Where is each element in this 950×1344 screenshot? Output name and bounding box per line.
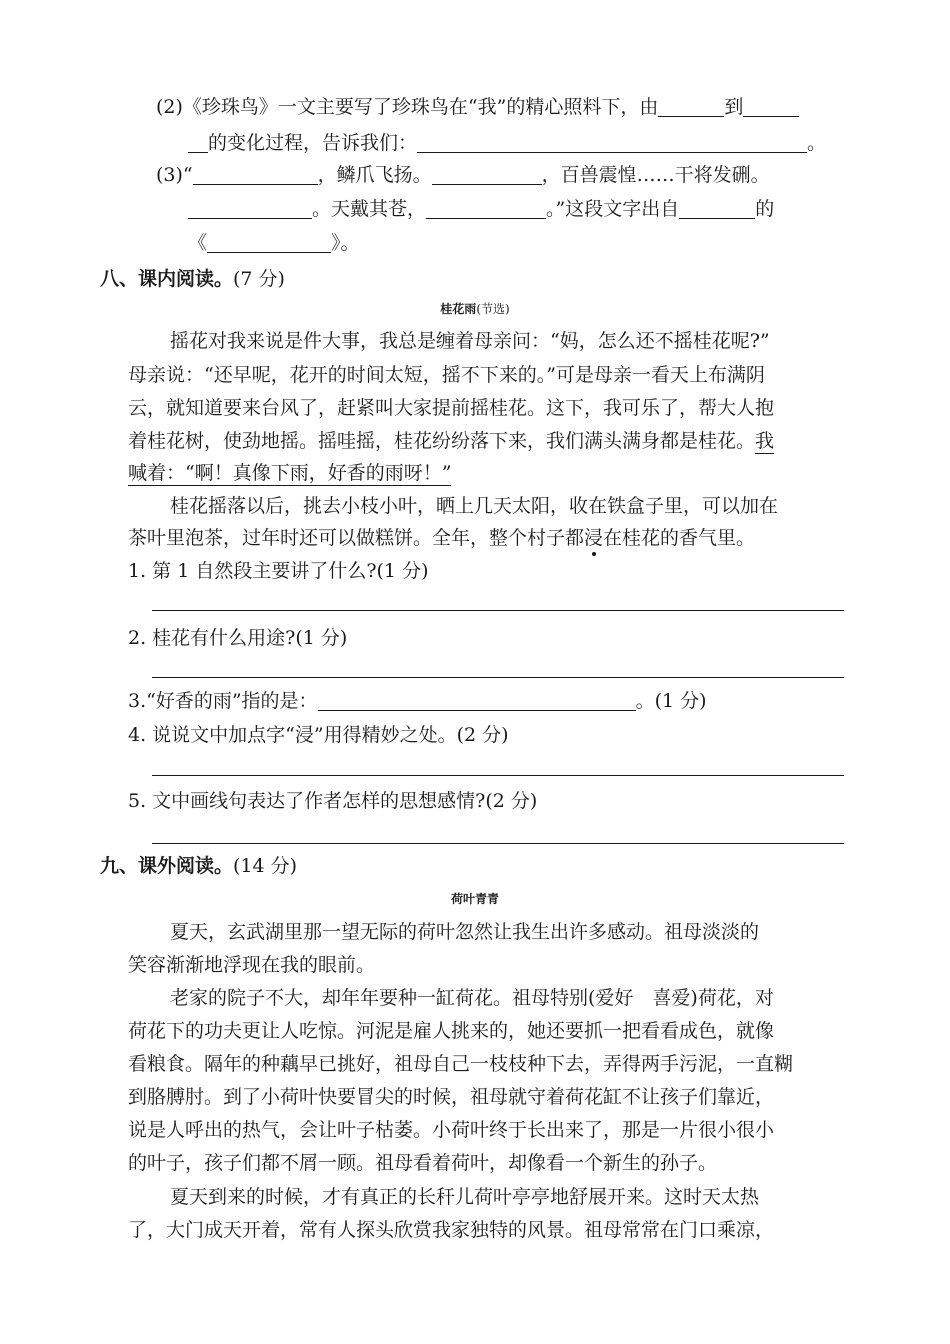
passage9-line: 夏天，玄武湖里那一望无际的荷叶忽然让我生出许多感动。祖母淡淡的 xyxy=(170,921,760,943)
section8-title-note: (节选) xyxy=(476,302,510,316)
fill-in-q3-text: (3)“ xyxy=(156,164,193,186)
question-8-3-text: 3.“好香的雨”指的是： xyxy=(128,690,318,712)
section8-heading-text: 八、课内阅读。 xyxy=(100,268,234,290)
passage9-line: 了，大门成天开着，常有人探头欣赏我家独特的风景。祖母常常在门口乘凉， xyxy=(128,1219,775,1241)
fill-in-q3-text: 。天戴其苍， xyxy=(312,198,427,220)
passage9-line: 的叶子，孩子们都不屑一顾。祖母看着荷叶，却像看一个新生的孙子。 xyxy=(128,1152,718,1174)
section8-score: (7 分) xyxy=(233,268,285,290)
section8-heading xyxy=(100,266,285,292)
section9-title-text: 荷叶青青 xyxy=(450,892,499,906)
answer-blank[interactable] xyxy=(658,96,724,117)
question-8-2: 2. 桂花有什么用途?(1 分) xyxy=(128,627,348,649)
answer-blank[interactable] xyxy=(207,232,331,253)
answer-blank[interactable] xyxy=(679,198,755,219)
fill-in-q3-line2 xyxy=(188,196,774,222)
passage9-line: 老家的院子不大，却年年要种一缸荷花。祖母特别(爱好 喜爱)荷花，对 xyxy=(170,987,774,1009)
fill-in-q3-text: ，鳞爪飞扬。 xyxy=(317,164,432,186)
section9-heading-text: 九、课外阅读。 xyxy=(100,855,234,877)
fill-in-q2-line1 xyxy=(156,94,799,120)
fill-in-q2-text: 。 xyxy=(807,132,827,154)
fill-in-q2-text: 到 xyxy=(724,96,744,118)
answer-line[interactable] xyxy=(152,677,844,678)
answer-blank[interactable] xyxy=(417,132,807,153)
answer-blank[interactable] xyxy=(188,132,208,153)
answer-blank[interactable] xyxy=(432,164,542,185)
answer-blank[interactable] xyxy=(318,690,636,711)
section9-score: (14 分) xyxy=(233,855,298,877)
underlined-sentence: 我 xyxy=(755,430,775,452)
fill-in-q3-line1 xyxy=(156,162,770,188)
passage8-text: 茶叶里泡茶，过年时还可以做糕饼。全年，整个村子都 xyxy=(128,527,585,549)
passage9-line: 说是人呼出的热气，会让叶子枯萎。小荷叶终于长出来了，那是一片很小很小 xyxy=(128,1119,775,1141)
fill-in-q2-text: 的变化过程，告诉我们： xyxy=(208,132,418,154)
question-8-1: 1. 第 1 自然段主要讲了什么?(1 分) xyxy=(128,560,429,582)
passage8-text: 着桂花树，使劲地摇。摇哇摇，桂花纷纷落下来，我们满头满身都是桂花。 xyxy=(128,430,756,452)
passage8-text: 在桂花的香气里。 xyxy=(603,527,756,549)
passage9-line: 荷花下的功夫更让人吃惊。河泥是雇人挑来的，她还要抓一把看看成色，就像 xyxy=(128,1020,775,1042)
answer-line[interactable] xyxy=(152,775,844,776)
answer-blank[interactable] xyxy=(743,96,799,117)
question-8-4: 4. 说说文中加点字“浸”用得精妙之处。(2 分) xyxy=(128,724,509,746)
underlined-sentence: 喊着：“啊！真像下雨，好香的雨呀！” xyxy=(128,462,452,484)
passage8-line: 摇花对我来说是件大事，我总是缠着母亲问：“妈，怎么还不摇桂花呢?” xyxy=(170,330,770,352)
question-8-3 xyxy=(128,688,707,714)
passage8-line: 母亲说：“还早呢，花开的时间太短，摇不下来的。”可是母亲一看天上布满阴 xyxy=(128,364,765,386)
passage8-line xyxy=(128,525,755,551)
section8-title xyxy=(0,296,950,322)
passage8-line xyxy=(128,460,451,486)
section8-title-text: 桂花雨 xyxy=(440,302,477,316)
answer-blank[interactable] xyxy=(188,198,312,219)
fill-in-q2-text: (2)《珍珠鸟》一文主要写了珍珠鸟在“我”的精心照料下，由 xyxy=(156,96,659,118)
question-8-3-score: 。(1 分) xyxy=(635,690,707,712)
section9-heading xyxy=(100,853,297,879)
answer-line[interactable] xyxy=(152,610,844,611)
fill-in-q3-line3 xyxy=(188,230,360,256)
fill-in-q3-text: 《 xyxy=(188,232,208,254)
fill-in-q2-line2 xyxy=(188,130,826,156)
question-8-5: 5. 文中画线句表达了作者怎样的思想感情?(2 分) xyxy=(128,790,538,812)
passage9-line: 看粮食。隔年的种藕早已挑好，祖母自己一枝枝种下去，弄得两手污泥，一直糊 xyxy=(128,1053,794,1075)
answer-line[interactable] xyxy=(152,843,844,844)
fill-in-q3-text: 》。 xyxy=(331,232,360,254)
fill-in-q3-text: ，百兽震惶……干将发硎。 xyxy=(541,164,770,186)
dotted-character: 浸 xyxy=(584,527,604,549)
passage8-line: 云，就知道要来台风了，赶紧叫大家提前摇桂花。这下，我可乐了，帮大人抱 xyxy=(128,397,775,419)
passage9-line: 到胳膊肘。到了小荷叶快要冒尖的时候，祖母就守着荷花缸不让孩子们靠近， xyxy=(128,1086,775,1108)
passage8-line: 桂花摇落以后，挑去小枝小叶，晒上几天太阳，收在铁盒子里，可以加在 xyxy=(170,495,779,517)
section9-title xyxy=(0,886,950,912)
fill-in-q3-text: 的 xyxy=(755,198,775,220)
answer-blank[interactable] xyxy=(193,164,318,185)
fill-in-q3-text: 。”这段文字出自 xyxy=(546,198,680,220)
passage9-line: 夏天到来的时候，才有真正的长秆儿荷叶亭亭地舒展开来。这时天太热 xyxy=(170,1186,760,1208)
answer-blank[interactable] xyxy=(426,198,546,219)
passage8-line xyxy=(128,428,774,454)
passage9-line: 笑容渐渐地浮现在我的眼前。 xyxy=(128,954,376,976)
